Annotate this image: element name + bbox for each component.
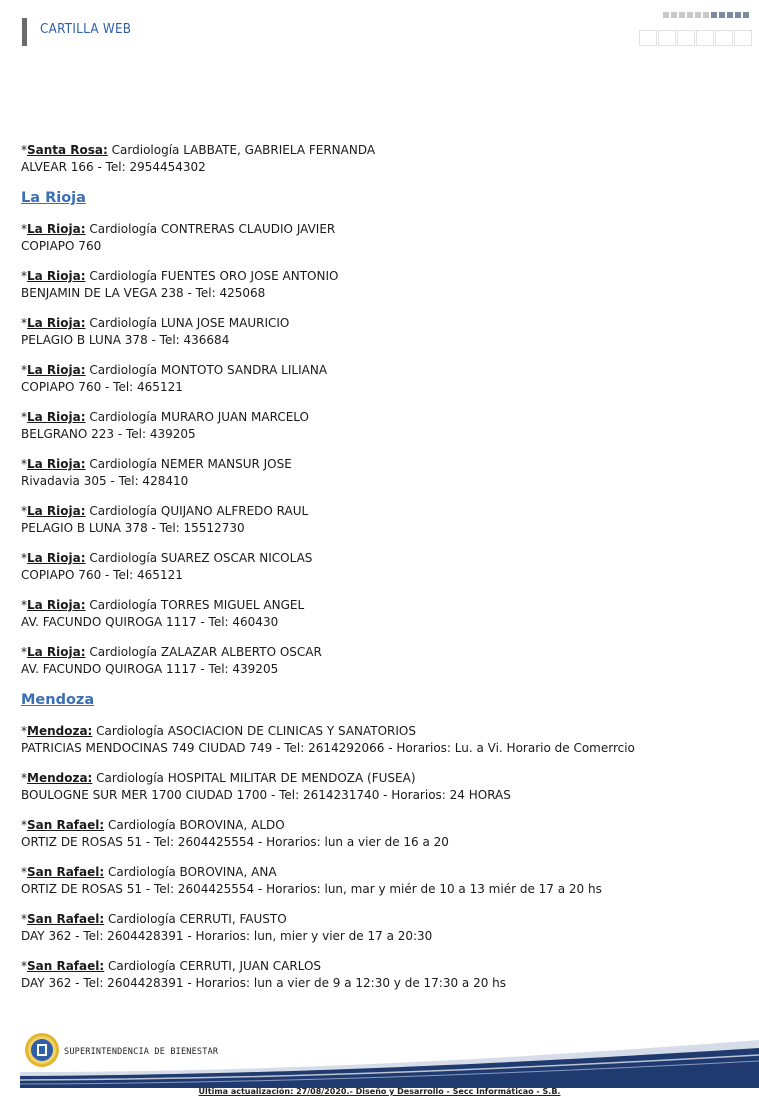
listing-entry: *San Rafael: Cardiología BOROVINA, ANA ORTIZ DE ROSAS 51 - Tel: 2604425554 - Horarios: lun, mar y miér de 10 a 13 miér de 17 a 20 hs xyxy=(21,865,602,896)
entry-address: COPIAPO 760 - Tel: 465121 xyxy=(21,568,183,582)
listing-entry: *La Rioja: Cardiología SUAREZ OSCAR NICOLAS COPIAPO 760 - Tel: 465121 xyxy=(21,551,313,582)
decoration-box xyxy=(734,30,752,46)
entry-location: San Rafael: xyxy=(27,865,105,879)
listing-entry: *San Rafael: Cardiología BOROVINA, ALDO ORTIZ DE ROSAS 51 - Tel: 2604425554 - Horarios: lun a vier de 16 a 20 xyxy=(21,818,449,849)
entry-location: La Rioja: xyxy=(27,457,86,471)
entry-address: BELGRANO 223 - Tel: 439205 xyxy=(21,427,196,441)
entry-specialty-name: Cardiología ZALAZAR ALBERTO OSCAR xyxy=(89,645,322,659)
entry-location: San Rafael: xyxy=(27,912,105,926)
entry-specialty-name: Cardiología CERRUTI, FAUSTO xyxy=(108,912,287,926)
header-accent-bar xyxy=(22,18,27,46)
entry-address: BOULOGNE SUR MER 1700 CIUDAD 1700 - Tel: 2614231740 - Horarios: 24 HORAS xyxy=(21,788,511,802)
entry-address: AV. FACUNDO QUIROGA 1117 - Tel: 460430 xyxy=(21,615,279,629)
decoration-box xyxy=(658,30,676,46)
decoration-square xyxy=(679,12,685,18)
listing-entry: *La Rioja: Cardiología FUENTES ORO JOSE ANTONIO BENJAMIN DE LA VEGA 238 - Tel: 425068 xyxy=(21,269,339,300)
decoration-square xyxy=(743,12,749,18)
entry-specialty-name: Cardiología SUAREZ OSCAR NICOLAS xyxy=(89,551,313,565)
entry-address: PELAGIO B LUNA 378 - Tel: 15512730 xyxy=(21,521,245,535)
entry-address: AV. FACUNDO QUIROGA 1117 - Tel: 439205 xyxy=(21,662,279,676)
entry-specialty-name: Cardiología LABBATE, GABRIELA FERNANDA xyxy=(111,143,376,157)
listing-entry: *La Rioja: Cardiología CONTRERAS CLAUDIO JAVIER COPIAPO 760 xyxy=(21,222,336,253)
decoration-square xyxy=(735,12,741,18)
listing-entry: *La Rioja: Cardiología TORRES MIGUEL ANGEL AV. FACUNDO QUIROGA 1117 - Tel: 460430 xyxy=(21,598,305,629)
entry-address: DAY 362 - Tel: 2604428391 - Horarios: lun, mier y vier de 17 a 20:30 xyxy=(21,929,433,943)
listing-entry: *La Rioja: Cardiología NEMER MANSUR JOSE Rivadavia 305 - Tel: 428410 xyxy=(21,457,292,488)
footer-org-name: SUPERINTENDENCIA DE BIENESTAR xyxy=(64,1047,219,1057)
entry-location: La Rioja: xyxy=(27,363,86,377)
decoration-square xyxy=(711,12,717,18)
entry-location: Mendoza: xyxy=(27,724,93,738)
entry-specialty-name: Cardiología FUENTES ORO JOSE ANTONIO xyxy=(89,269,339,283)
entry-location: Mendoza: xyxy=(27,771,93,785)
decoration-box xyxy=(639,30,657,46)
entry-specialty-name: Cardiología MONTOTO SANDRA LILIANA xyxy=(89,363,328,377)
institution-seal-icon xyxy=(24,1032,60,1068)
section-title[interactable]: Mendoza xyxy=(21,692,95,708)
entry-address: BENJAMIN DE LA VEGA 238 - Tel: 425068 xyxy=(21,286,266,300)
listing-entry: *La Rioja: Cardiología MURARO JUAN MARCELO BELGRANO 223 - Tel: 439205 xyxy=(21,410,309,441)
entry-address: COPIAPO 760 - Tel: 465121 xyxy=(21,380,183,394)
listing-entry: *Mendoza: Cardiología HOSPITAL MILITAR DE MENDOZA (FUSEA) BOULOGNE SUR MER 1700 CIUDAD 1700 - Tel: 2614231740 - Horarios: 24 HORAS xyxy=(21,771,511,802)
entry-address: Rivadavia 305 - Tel: 428410 xyxy=(21,474,189,488)
listing-entry: *Santa Rosa: Cardiología LABBATE, GABRIELA FERNANDA ALVEAR 166 - Tel: 2954454302 xyxy=(21,143,376,174)
listing-entry: *La Rioja: Cardiología MONTOTO SANDRA LILIANA COPIAPO 760 - Tel: 465121 xyxy=(21,363,328,394)
decoration-square xyxy=(695,12,701,18)
entry-specialty-name: Cardiología LUNA JOSE MAURICIO xyxy=(89,316,290,330)
page-footer xyxy=(0,1028,759,1101)
entry-specialty-name: Cardiología BOROVINA, ANA xyxy=(108,865,277,879)
entry-location: La Rioja: xyxy=(27,645,86,659)
entry-location: La Rioja: xyxy=(27,598,86,612)
listing-entry: *La Rioja: Cardiología QUIJANO ALFREDO RAUL PELAGIO B LUNA 378 - Tel: 15512730 xyxy=(21,504,309,535)
decoration-box xyxy=(696,30,714,46)
entry-specialty-name: Cardiología MURARO JUAN MARCELO xyxy=(89,410,309,424)
entry-location: La Rioja: xyxy=(27,222,86,236)
entry-location: San Rafael: xyxy=(27,959,105,973)
page-header xyxy=(0,0,759,60)
entry-address: ORTIZ DE ROSAS 51 - Tel: 2604425554 - Horarios: lun, mar y miér de 10 a 13 miér de 17 a 20 hs xyxy=(21,882,602,896)
listing-entry: *La Rioja: Cardiología ZALAZAR ALBERTO OSCAR AV. FACUNDO QUIROGA 1117 - Tel: 439205 xyxy=(21,645,322,676)
decoration-box xyxy=(715,30,733,46)
decoration-square xyxy=(671,12,677,18)
entry-specialty-name: Cardiología CERRUTI, JUAN CARLOS xyxy=(108,959,322,973)
entry-address: ALVEAR 166 - Tel: 2954454302 xyxy=(21,160,206,174)
entry-specialty-name: Cardiología CONTRERAS CLAUDIO JAVIER xyxy=(89,222,336,236)
entry-address: PATRICIAS MENDOCINAS 749 CIUDAD 749 - Tel: 2614292066 - Horarios: Lu. a Vi. Horario de Comerrcio xyxy=(21,741,635,755)
entry-address: DAY 362 - Tel: 2604428391 - Horarios: lun a vier de 9 a 12:30 y de 17:30 a 20 hs xyxy=(21,976,507,990)
entry-address: COPIAPO 760 xyxy=(21,239,102,253)
listing-entry: *San Rafael: Cardiología CERRUTI, FAUSTO DAY 362 - Tel: 2604428391 - Horarios: lun, mier y vier de 17 a 20:30 xyxy=(21,912,433,943)
section-title[interactable]: La Rioja xyxy=(21,190,86,206)
entry-specialty-name: Cardiología TORRES MIGUEL ANGEL xyxy=(89,598,305,612)
entry-specialty-name: Cardiología HOSPITAL MILITAR DE MENDOZA (FUSEA) xyxy=(96,771,416,785)
entry-location: San Rafael: xyxy=(27,818,105,832)
decoration-square xyxy=(727,12,733,18)
entry-specialty-name: Cardiología BOROVINA, ALDO xyxy=(108,818,285,832)
decoration-box xyxy=(677,30,695,46)
decoration-square xyxy=(663,12,669,18)
entry-specialty-name: Cardiología NEMER MANSUR JOSE xyxy=(89,457,292,471)
listing-content xyxy=(21,142,741,1005)
decoration-square xyxy=(719,12,725,18)
entry-location: La Rioja: xyxy=(27,269,86,283)
sections-container xyxy=(21,189,741,992)
entry-address: PELAGIO B LUNA 378 - Tel: 436684 xyxy=(21,333,230,347)
entry-location: La Rioja: xyxy=(27,551,86,565)
entry-specialty-name: Cardiología QUIJANO ALFREDO RAUL xyxy=(89,504,309,518)
footer-wave xyxy=(0,1028,759,1088)
entry-location: La Rioja: xyxy=(27,316,86,330)
entry-address: ORTIZ DE ROSAS 51 - Tel: 2604425554 - Horarios: lun a vier de 16 a 20 xyxy=(21,835,449,849)
footer-update-text: Ultima actualización: 27/08/2020.- Diseño y Desarrollo - Secc Informáticao - S.B. xyxy=(198,1087,561,1096)
listing-entry: *La Rioja: Cardiología LUNA JOSE MAURICIO PELAGIO B LUNA 378 - Tel: 436684 xyxy=(21,316,290,347)
listing-entry: *San Rafael: Cardiología CERRUTI, JUAN CARLOS DAY 362 - Tel: 2604428391 - Horarios: lun a vier de 9 a 12:30 y de 17:30 a 20 hs xyxy=(21,959,507,990)
decoration-square xyxy=(687,12,693,18)
listing-entry: *Mendoza: Cardiología ASOCIACION DE CLINICAS Y SANATORIOS PATRICIAS MENDOCINAS 749 CIUDAD 749 - Tel: 2614292066 - Horarios: Lu. a Vi. Horario de Comerrcio xyxy=(21,724,635,755)
header-decoration xyxy=(635,12,759,48)
entry-location: La Rioja: xyxy=(27,410,86,424)
entry-location: Santa Rosa: xyxy=(27,143,108,157)
entry-specialty-name: Cardiología ASOCIACION DE CLINICAS Y SANATORIOS xyxy=(96,724,416,738)
entry-location: La Rioja: xyxy=(27,504,86,518)
header-title: CARTILLA WEB xyxy=(40,22,132,37)
decoration-square xyxy=(703,12,709,18)
